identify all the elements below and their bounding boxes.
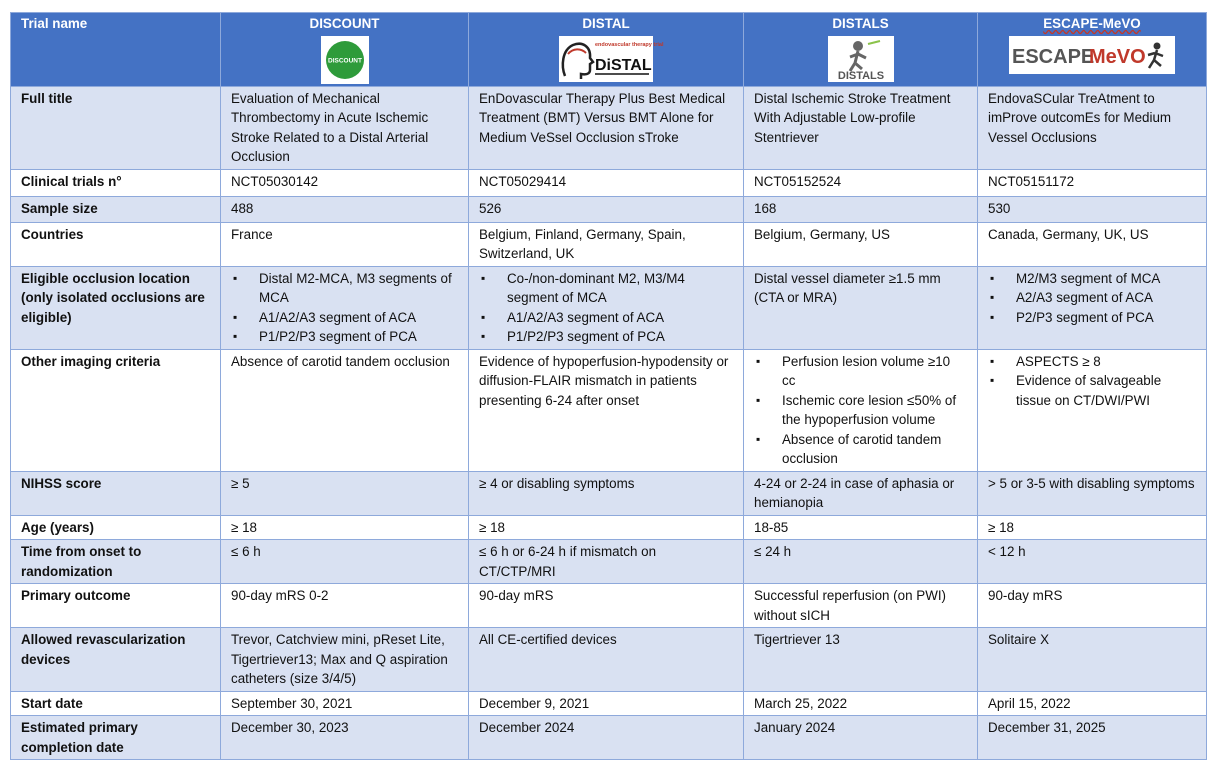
list-item: ▪ A2/A3 segment of ACA [1016, 288, 1196, 308]
row-time-from-onset [11, 540, 1207, 584]
cell-distal [469, 266, 744, 349]
header-trial-name: Trial name [11, 13, 221, 87]
cell-discount: Evaluation of Mechanical Thrombectomy in Acute Ischemic Stroke Related to a Distal Arterial Occlusion [221, 86, 469, 169]
bullet-list [754, 352, 967, 469]
cell-discount: France [221, 222, 469, 266]
row-label: Primary outcome [11, 584, 221, 628]
cell-discount: Absence of carotid tandem occlusion [221, 349, 469, 471]
discount-logo [321, 36, 369, 84]
cell-escape-mevo [978, 349, 1207, 471]
cell-escape-mevo: December 31, 2025 [978, 716, 1207, 760]
row-label: Eligible occlusion location (only isolated occlusions are eligible) [11, 266, 221, 349]
bullet-list [231, 269, 458, 347]
cell-escape-mevo: ≥ 18 [978, 515, 1207, 540]
row-label: Allowed revascularization devices [11, 628, 221, 692]
cell-escape-mevo: 90-day mRS [978, 584, 1207, 628]
distal-logo [559, 36, 664, 82]
cell-discount: NCT05030142 [221, 169, 469, 196]
list-item: ▪ Ischemic core lesion ≤50% of the hypoperfusion volume [782, 391, 967, 430]
header-distal [469, 13, 744, 87]
trial-name: ESCAPE-MeVO [1043, 16, 1141, 31]
header-row [11, 13, 1207, 87]
cell-distal: ≥ 4 or disabling symptoms [469, 471, 744, 515]
list-item: ▪ P1/P2/P3 segment of PCA [259, 327, 458, 347]
cell-escape-mevo: Solitaire X [978, 628, 1207, 692]
list-item: ▪ P1/P2/P3 segment of PCA [507, 327, 733, 347]
list-item: ▪ Co-/non-dominant M2, M3/M4 segment of MCA [507, 269, 733, 308]
cell-distal: 90-day mRS [469, 584, 744, 628]
row-primary-outcome [11, 584, 1207, 628]
row-devices [11, 628, 1207, 692]
row-label: Estimated primary completion date [11, 716, 221, 760]
cell-escape-mevo: NCT05151172 [978, 169, 1207, 196]
row-label: NIHSS score [11, 471, 221, 515]
bullet-list [479, 269, 733, 347]
cell-escape-mevo [978, 266, 1207, 349]
cell-discount: ≥ 5 [221, 471, 469, 515]
header-discount [221, 13, 469, 87]
row-label: Full title [11, 86, 221, 169]
cell-distal: EnDovascular Therapy Plus Best Medical Treatment (BMT) Versus BMT Alone for Medium VeSsel Occlusion sTroke [469, 86, 744, 169]
cell-distal: All CE-certified devices [469, 628, 744, 692]
cell-distals: Belgium, Germany, US [744, 222, 978, 266]
row-sample-size [11, 196, 1207, 222]
cell-discount: 90-day mRS 0-2 [221, 584, 469, 628]
trial-name: DISTALS [832, 16, 889, 31]
cell-distal: December 9, 2021 [469, 691, 744, 716]
cell-escape-mevo: 530 [978, 196, 1207, 222]
row-label: Age (years) [11, 515, 221, 540]
list-item: ▪ A1/A2/A3 segment of ACA [507, 308, 733, 328]
cell-discount: Trevor, Catchview mini, pReset Lite, Tigertriever13; Max and Q aspiration catheters (size 3/4/5) [221, 628, 469, 692]
escape-logo-text-a: ESCAPE [1012, 45, 1095, 68]
distals-logo-text: DISTALS [837, 69, 884, 82]
cell-discount: ≤ 6 h [221, 540, 469, 584]
cell-discount: 488 [221, 196, 469, 222]
list-item: ▪ P2/P3 segment of PCA [1016, 308, 1196, 328]
cell-distals [744, 349, 978, 471]
cell-distal: 526 [469, 196, 744, 222]
cell-distals: Distal vessel diameter ≥1.5 mm (CTA or MRA) [744, 266, 978, 349]
cell-distals: Tigertriever 13 [744, 628, 978, 692]
cell-distals: 18-85 [744, 515, 978, 540]
cell-distals: NCT05152524 [744, 169, 978, 196]
cell-distal: Belgium, Finland, Germany, Spain, Switzerland, UK [469, 222, 744, 266]
cell-distal: ≤ 6 h or 6-24 h if mismatch on CT/CTP/MRI [469, 540, 744, 584]
cell-distals: 4-24 or 2-24 in case of aphasia or hemianopia [744, 471, 978, 515]
cell-distals: January 2024 [744, 716, 978, 760]
row-eligible-occlusion [11, 266, 1207, 349]
row-clinical-trials [11, 169, 1207, 196]
cell-escape-mevo: Canada, Germany, UK, US [978, 222, 1207, 266]
row-label: Countries [11, 222, 221, 266]
bullet-list [988, 352, 1196, 411]
row-age [11, 515, 1207, 540]
cell-distal: December 2024 [469, 716, 744, 760]
cell-escape-mevo: < 12 h [978, 540, 1207, 584]
row-nihss [11, 471, 1207, 515]
row-label: Time from onset to randomization [11, 540, 221, 584]
row-countries [11, 222, 1207, 266]
escape-logo-text-b: MeVO [1089, 45, 1146, 68]
bullet-list [988, 269, 1196, 328]
row-full-title [11, 86, 1207, 169]
cell-discount: September 30, 2021 [221, 691, 469, 716]
cell-distals: March 25, 2022 [744, 691, 978, 716]
row-start-date [11, 691, 1207, 716]
list-item: ▪ Evidence of salvageable tissue on CT/DWI/PWI [1016, 371, 1196, 410]
cell-distals: Distal Ischemic Stroke Treatment With Adjustable Low-profile Stentriever [744, 86, 978, 169]
list-item: ▪ Absence of carotid tandem occlusion [782, 430, 967, 469]
trial-name: DISCOUNT [309, 16, 380, 31]
escape-mevo-logo [1009, 36, 1175, 74]
list-item: ▪ A1/A2/A3 segment of ACA [259, 308, 458, 328]
trial-name: DISTAL [582, 16, 630, 31]
discount-logo-text: DISCOUNT [327, 57, 362, 64]
cell-distals: Successful reperfusion (on PWI) without sICH [744, 584, 978, 628]
header-escape-mevo [978, 13, 1207, 87]
cell-distals: ≤ 24 h [744, 540, 978, 584]
trials-table [10, 12, 1207, 760]
header-distals [744, 13, 978, 87]
list-item: ▪ ASPECTS ≥ 8 [1016, 352, 1196, 372]
cell-distal: NCT05029414 [469, 169, 744, 196]
distal-logo-subtext: endovascular therapy trial [595, 41, 664, 48]
cell-discount: ≥ 18 [221, 515, 469, 540]
cell-distal: ≥ 18 [469, 515, 744, 540]
row-other-imaging [11, 349, 1207, 471]
list-item: ▪ Distal M2-MCA, M3 segments of MCA [259, 269, 458, 308]
row-label: Clinical trials n° [11, 169, 221, 196]
cell-escape-mevo: > 5 or 3-5 with disabling symptoms [978, 471, 1207, 515]
list-item: ▪ Perfusion lesion volume ≥10 cc [782, 352, 967, 391]
list-item: ▪ M2/M3 segment of MCA [1016, 269, 1196, 289]
distals-logo [828, 36, 894, 82]
cell-discount [221, 266, 469, 349]
row-completion-date [11, 716, 1207, 760]
distal-logo-text: DiSTAL [595, 56, 652, 74]
cell-discount: December 30, 2023 [221, 716, 469, 760]
row-label: Other imaging criteria [11, 349, 221, 471]
cell-distal: Evidence of hypoperfusion-hypodensity or diffusion-FLAIR mismatch in patients presenting 6-24 after onset [469, 349, 744, 471]
cell-distals: 168 [744, 196, 978, 222]
row-label: Sample size [11, 196, 221, 222]
cell-escape-mevo: EndovaSCular TreAtment to imProve outcomEs for Medium Vessel Occlusions [978, 86, 1207, 169]
row-label: Start date [11, 691, 221, 716]
cell-escape-mevo: April 15, 2022 [978, 691, 1207, 716]
